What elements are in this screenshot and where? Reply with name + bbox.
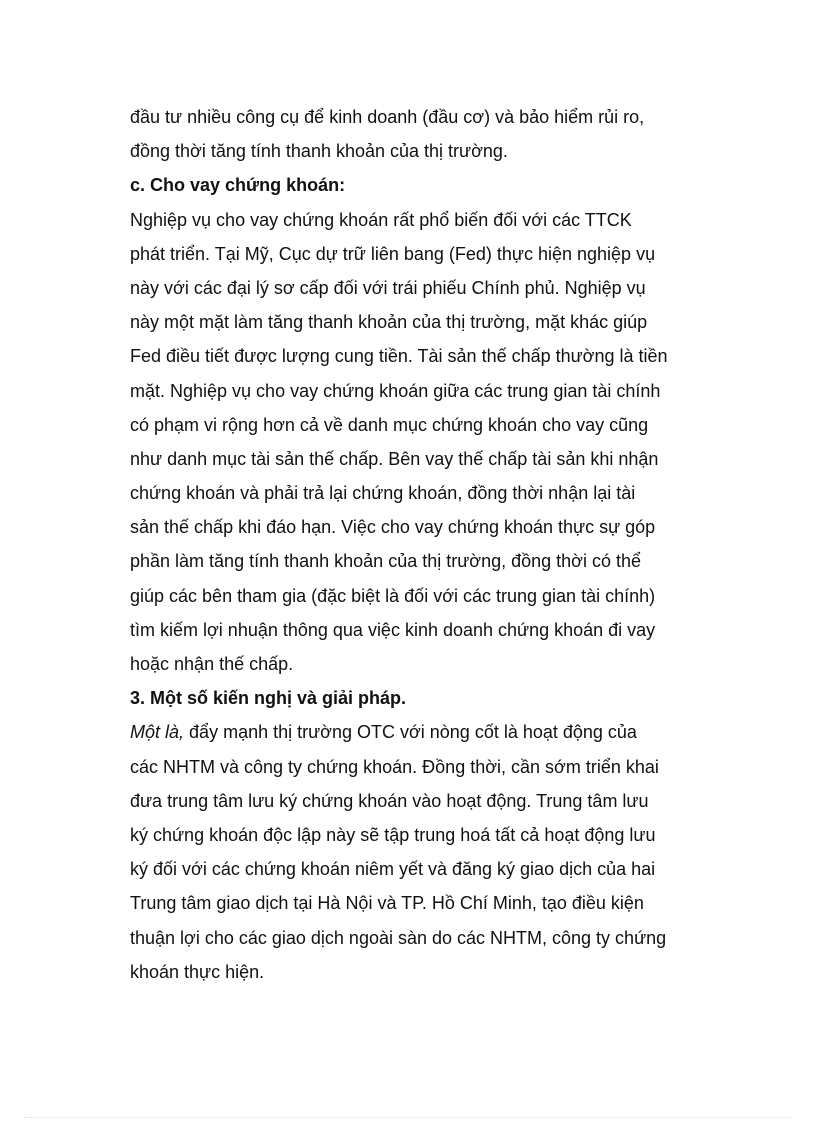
paragraph-line: này với các đại lý sơ cấp đối với trái phiếu Chính phủ. Nghiệp vụ xyxy=(130,277,646,298)
paragraph-line: phần làm tăng tính thanh khoản của thị trường, đồng thời có thể xyxy=(130,551,641,572)
page-bottom-divider xyxy=(24,1117,792,1118)
paragraph-line: đầu tư nhiều công cụ để kinh doanh (đầu cơ) và bảo hiểm rủi ro, xyxy=(130,107,645,127)
paragraph-line: thuận lợi cho các giao dịch ngoài sàn do các NHTM, công ty chứng xyxy=(130,927,667,948)
paragraph-line: ký đối với các chứng khoán niêm yết và đăng ký giao dịch của hai xyxy=(130,859,656,880)
paragraph-line: mặt. Nghiệp vụ cho vay chứng khoán giữa các trung gian tài chính xyxy=(130,380,661,401)
italic-lead: Một là, xyxy=(130,722,185,743)
paragraph-line: giúp các bên tham gia (đặc biệt là đối với các trung gian tài chính) xyxy=(130,585,656,606)
paragraph-line: có phạm vi rộng hơn cả về danh mục chứng khoán cho vay cũng xyxy=(130,414,649,435)
paragraph-line: sản thế chấp khi đáo hạn. Việc cho vay chứng khoán thực sự góp xyxy=(130,517,656,538)
paragraph-line-text: đẩy mạnh thị trường OTC với nòng cốt là hoạt động của xyxy=(189,722,637,743)
paragraph-line: ký chứng khoán độc lập này sẽ tập trung hoá tất cả hoạt động lưu xyxy=(130,824,656,845)
paragraph-line: như danh mục tài sản thế chấp. Bên vay thế chấp tài sản khi nhận xyxy=(130,448,659,469)
section-heading-securities-lending: c. Cho vay chứng khoán: xyxy=(130,175,346,196)
paragraph-line: này một mặt làm tăng thanh khoản của thị trường, mặt khác giúp xyxy=(130,312,648,333)
paragraph-line xyxy=(130,715,700,749)
paragraph-line: đưa trung tâm lưu ký chứng khoán vào hoạt động. Trung tâm lưu xyxy=(130,790,649,811)
paragraph-line: Trung tâm giao dịch tại Hà Nội và TP. Hồ Chí Minh, tạo điều kiện xyxy=(130,893,644,914)
paragraph-line: tìm kiếm lợi nhuận thông qua việc kinh doanh chứng khoán đi vay xyxy=(130,619,656,640)
paragraph-line: các NHTM và công ty chứng khoán. Đồng thời, cần sớm triển khai xyxy=(130,756,659,777)
paragraph-line: hoặc nhận thế chấp. xyxy=(130,654,294,674)
paragraph-line: chứng khoán và phải trả lại chứng khoán, đồng thời nhận lại tài xyxy=(130,483,636,504)
document-body xyxy=(130,100,700,989)
paragraph-line: đồng thời tăng tính thanh khoản của thị trường. xyxy=(130,141,508,162)
section-heading-recommendations: 3. Một số kiến nghị và giải pháp. xyxy=(130,688,407,709)
paragraph-line: Fed điều tiết được lượng cung tiền. Tài sản thế chấp thường là tiền xyxy=(130,346,668,367)
paragraph-line: Nghiệp vụ cho vay chứng khoán rất phổ biến đối với các TTCK xyxy=(130,209,632,230)
paragraph-line: khoán thực hiện. xyxy=(130,961,265,982)
paragraph-line: phát triển. Tại Mỹ, Cục dự trữ liên bang (Fed) thực hiện nghiệp vụ xyxy=(130,243,656,264)
